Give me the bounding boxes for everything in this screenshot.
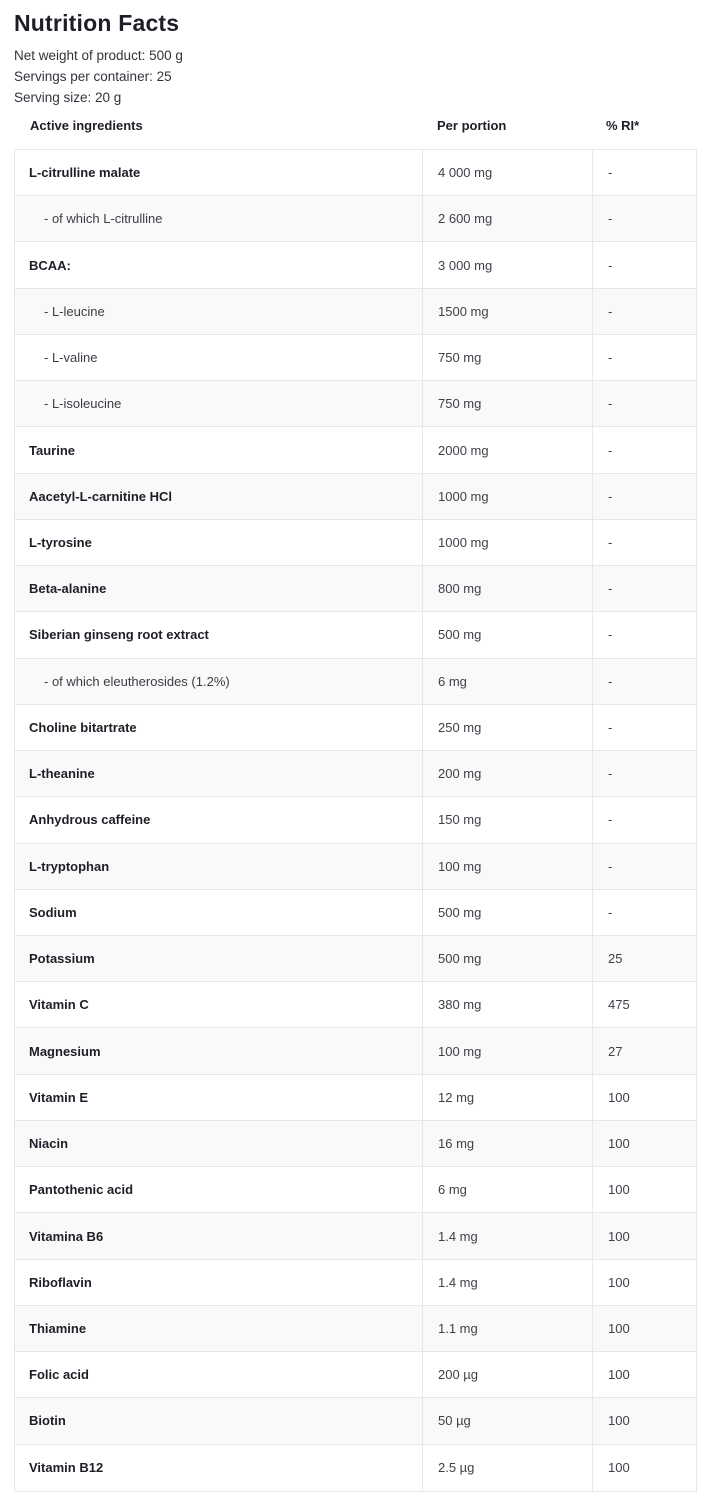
table-row (15, 566, 696, 612)
ingredient-name: Niacin (15, 1121, 423, 1166)
table-row (15, 520, 696, 566)
ingredient-ri-value: - (608, 257, 613, 273)
table-header (14, 116, 697, 149)
table-row (15, 659, 696, 705)
ingredient-name: L-tyrosine (15, 520, 423, 565)
ingredient-ri-value: 100 (608, 1182, 630, 1198)
ingredient-name: - L-leucine (15, 289, 423, 334)
ingredient-name: Biotin (15, 1398, 423, 1443)
ingredient-amount: 150 mg (423, 797, 593, 842)
table-row (15, 844, 696, 890)
ingredient-amount: 4 000 mg (423, 150, 593, 195)
table-row (15, 1352, 696, 1398)
net-weight-text: Net weight of product: 500 g (14, 48, 183, 63)
table-row (15, 1306, 696, 1352)
table-row (15, 150, 696, 196)
ingredient-name: BCAA: (15, 242, 423, 287)
ingredient-name: Vitamin B12 (15, 1445, 423, 1491)
servings-per-container-text: Servings per container: 25 (14, 69, 172, 84)
ingredient-ri-value: 100 (608, 1274, 630, 1290)
ingredient-ri-value: - (608, 627, 613, 643)
table-row (15, 936, 696, 982)
ingredient-ri-value: 100 (608, 1089, 630, 1105)
ingredient-name: L-theanine (15, 751, 423, 796)
ingredient-amount: 2 600 mg (423, 196, 593, 241)
ingredient-name: Vitamin C (15, 982, 423, 1027)
table-row (15, 751, 696, 797)
ingredient-ri-value: 100 (608, 1413, 630, 1429)
column-header-active-ingredients: Active ingredients (30, 118, 143, 133)
table-row (15, 1121, 696, 1167)
ingredient-name: Taurine (15, 427, 423, 472)
ingredient-name: - of which eleutherosides (1.2%) (15, 659, 423, 704)
ingredient-amount: 100 mg (423, 844, 593, 889)
ingredient-name: Riboflavin (15, 1260, 423, 1305)
ingredient-ri-value: - (608, 350, 613, 366)
ingredient-amount: 3 000 mg (423, 242, 593, 287)
table-row (15, 1398, 696, 1444)
serving-size-text: Serving size: 20 g (14, 90, 122, 105)
ingredient-amount: 6 mg (423, 1167, 593, 1212)
table-row (15, 1075, 696, 1121)
ingredient-ri-value: - (608, 858, 613, 874)
table-row (15, 196, 696, 242)
table-row (15, 242, 696, 288)
ingredient-amount: 2.5 µg (423, 1445, 593, 1491)
ingredient-amount: 200 µg (423, 1352, 593, 1397)
ingredient-name: Choline bitartrate (15, 705, 423, 750)
table-row (15, 1167, 696, 1213)
column-header-per-portion: Per portion (437, 118, 507, 133)
ingredient-name: Beta-alanine (15, 566, 423, 611)
ingredient-amount: 500 mg (423, 936, 593, 981)
ingredients-table (14, 149, 697, 1492)
ingredient-ri-value: - (608, 303, 613, 319)
ingredient-ri-value: 100 (608, 1320, 630, 1336)
ingredient-name: Siberian ginseng root extract (15, 612, 423, 657)
ingredient-ri-value: - (608, 581, 613, 597)
table-row (15, 1445, 696, 1491)
ingredient-name: Vitamina B6 (15, 1213, 423, 1258)
ingredient-amount: 12 mg (423, 1075, 593, 1120)
ingredient-ri-value: 27 (608, 1043, 623, 1059)
ingredient-name: Folic acid (15, 1352, 423, 1397)
ingredient-amount: 50 µg (423, 1398, 593, 1443)
table-row (15, 381, 696, 427)
ingredient-ri-value: - (608, 534, 613, 550)
ingredient-ri-value: - (608, 719, 613, 735)
ingredient-name: - of which L-citrulline (15, 196, 423, 241)
ingredient-amount: 750 mg (423, 381, 593, 426)
ingredient-amount: 1500 mg (423, 289, 593, 334)
ingredient-name: - L-isoleucine (15, 381, 423, 426)
ingredient-ri-value: - (608, 904, 613, 920)
ingredient-amount: 800 mg (423, 566, 593, 611)
table-row (15, 705, 696, 751)
table-row (15, 797, 696, 843)
ingredient-ri-value: - (608, 396, 613, 412)
ingredient-ri-value: 25 (608, 951, 623, 967)
ingredient-name: Aacetyl-L-carnitine HCl (15, 474, 423, 519)
ingredient-amount: 1.4 mg (423, 1213, 593, 1258)
ingredient-name: Magnesium (15, 1028, 423, 1073)
table-row (15, 289, 696, 335)
ingredient-amount: 1000 mg (423, 474, 593, 519)
table-row (15, 612, 696, 658)
ingredient-ri-value: 100 (608, 1228, 630, 1244)
ingredient-amount: 750 mg (423, 335, 593, 380)
ingredient-amount: 250 mg (423, 705, 593, 750)
table-row (15, 335, 696, 381)
ingredient-ri-value: - (608, 673, 613, 689)
ingredient-name: Pantothenic acid (15, 1167, 423, 1212)
table-row (15, 474, 696, 520)
ingredient-amount: 1000 mg (423, 520, 593, 565)
ingredient-amount: 200 mg (423, 751, 593, 796)
ingredient-name: - L-valine (15, 335, 423, 380)
table-row (15, 427, 696, 473)
ingredient-amount: 380 mg (423, 982, 593, 1027)
ingredient-name: Sodium (15, 890, 423, 935)
ingredient-name: Potassium (15, 936, 423, 981)
column-header-percent-ri: % RI* (606, 118, 640, 133)
ingredient-name: L-tryptophan (15, 844, 423, 889)
ingredient-amount: 500 mg (423, 890, 593, 935)
ingredient-ri-value: 100 (608, 1460, 630, 1476)
ingredient-ri-value: 100 (608, 1367, 630, 1383)
ingredient-amount: 2000 mg (423, 427, 593, 472)
ingredient-amount: 100 mg (423, 1028, 593, 1073)
ingredient-ri-value: - (608, 211, 613, 227)
table-row (15, 1260, 696, 1306)
page-title: Nutrition Facts (14, 10, 180, 36)
table-row (15, 1028, 696, 1074)
ingredient-ri-value: 475 (608, 997, 630, 1013)
ingredient-ri-value: - (608, 165, 613, 181)
ingredient-amount: 1.4 mg (423, 1260, 593, 1305)
ingredient-ri-value: - (608, 766, 613, 782)
ingredient-amount: 6 mg (423, 659, 593, 704)
table-row (15, 890, 696, 936)
product-meta (14, 45, 697, 108)
ingredient-amount: 1.1 mg (423, 1306, 593, 1351)
ingredient-name: Anhydrous caffeine (15, 797, 423, 842)
ingredient-name: L-citrulline malate (15, 150, 423, 195)
ingredient-amount: 500 mg (423, 612, 593, 657)
ingredient-amount: 16 mg (423, 1121, 593, 1166)
ingredient-ri-value: 100 (608, 1136, 630, 1152)
ingredient-ri-value: - (608, 442, 613, 458)
table-row (15, 982, 696, 1028)
ingredient-ri-value: - (608, 812, 613, 828)
ingredient-ri-value: - (608, 488, 613, 504)
ingredient-name: Vitamin E (15, 1075, 423, 1120)
ingredient-name: Thiamine (15, 1306, 423, 1351)
table-row (15, 1213, 696, 1259)
